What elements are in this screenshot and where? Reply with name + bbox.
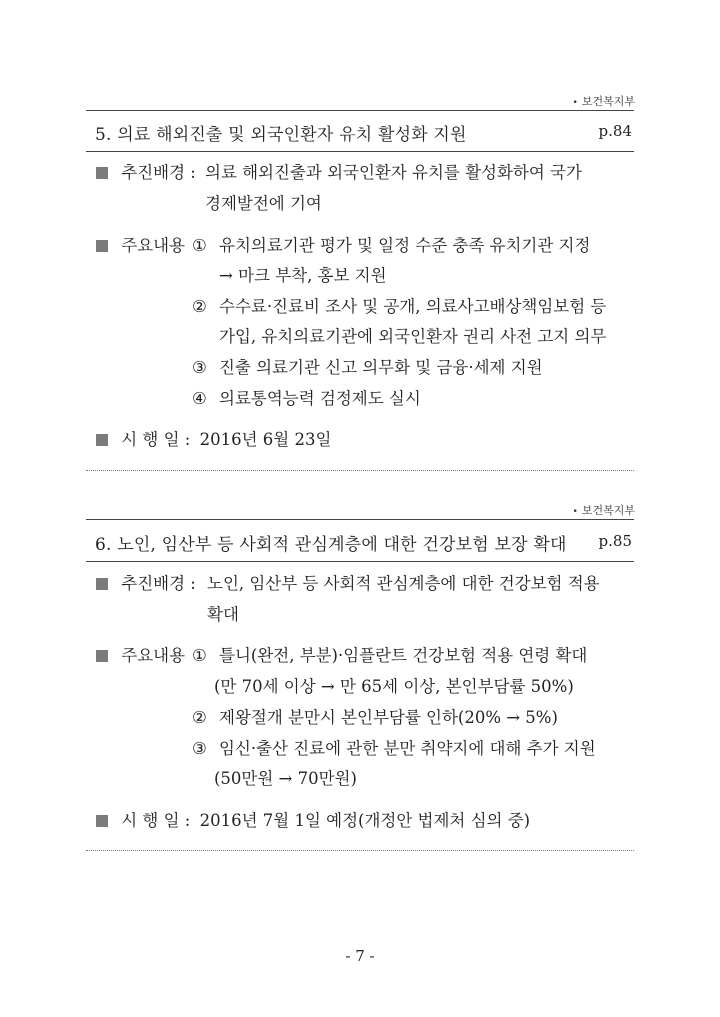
square-bullet-icon (96, 240, 108, 252)
item-number: ② (192, 297, 207, 316)
section-divider (86, 519, 634, 520)
effective-date: 2016년 7월 1일 예정(개정안 법제처 심의 중) (199, 811, 531, 830)
content-row (96, 235, 185, 257)
square-bullet-icon (96, 167, 108, 179)
square-bullet-icon (96, 815, 108, 827)
background-text: 의료 해외진출과 외국인환자 유치를 활성화하여 국가 (205, 163, 582, 182)
content-label: 주요내용 (121, 646, 186, 665)
item-number: ③ (192, 739, 207, 758)
item-number: ① (192, 646, 207, 665)
item-text: 유치의료기관 평가 및 일정 수준 충족 유치기관 지정 (219, 236, 591, 255)
effective-row (96, 429, 331, 451)
background-text: 확대 (207, 605, 239, 624)
section-title: 6. 노인, 임산부 등 사회적 관심계층에 대한 건강보험 보장 확대 (95, 535, 567, 555)
item-text: 수수료·진료비 조사 및 공개, 의료사고배상책임보험 등 (219, 297, 607, 316)
item-number: ④ (192, 389, 207, 408)
ministry-label: • 보건복지부 (572, 95, 635, 108)
item-text: → 마크 부착, 홍보 지원 (219, 266, 387, 285)
background-text: 경제발전에 기여 (205, 194, 322, 213)
item-number: ① (192, 236, 207, 255)
effective-label: 시 행 일 : (121, 811, 191, 830)
background-label: 추진배경 : (121, 163, 196, 182)
page-number: - 7 - (345, 947, 375, 965)
item-text: 가입, 유치의료기관에 외국인환자 권리 사전 고지 의무 (219, 327, 607, 346)
effective-date: 2016년 6월 23일 (199, 430, 332, 449)
item-text: (만 70세 이상 → 만 65세 이상, 본인부담률 50%) (214, 677, 574, 696)
item-text: 틀니(완전, 부분)·임플란트 건강보험 적용 연령 확대 (219, 646, 588, 665)
section-divider (86, 110, 634, 111)
background-row (96, 573, 196, 595)
square-bullet-icon (96, 650, 108, 662)
section-divider (86, 561, 634, 562)
effective-label: 시 행 일 : (121, 430, 191, 449)
section-end-divider (86, 850, 634, 851)
background-label: 추진배경 : (121, 574, 196, 593)
item-number: ③ (192, 358, 207, 377)
item-text: 의료통역능력 검정제도 실시 (219, 389, 421, 408)
page-reference: p.85 (598, 532, 632, 550)
section-end-divider (86, 470, 634, 471)
square-bullet-icon (96, 578, 108, 590)
item-text: 제왕절개 분만시 본인부담률 인하(20% → 5%) (219, 708, 558, 727)
content-label: 주요내용 (121, 236, 186, 255)
effective-row (96, 810, 530, 832)
content-row (96, 645, 185, 667)
ministry-label: • 보건복지부 (572, 504, 635, 517)
section-title: 5. 의료 해외진출 및 외국인환자 유치 활성화 지원 (95, 125, 467, 145)
page-reference: p.84 (598, 122, 632, 140)
section-divider (86, 151, 634, 152)
item-number: ② (192, 708, 207, 727)
item-text: (50만원 → 70만원) (214, 769, 357, 788)
background-row (96, 162, 196, 184)
item-text: 임신·출산 진료에 관한 분만 취약지에 대해 추가 지원 (219, 739, 596, 758)
item-text: 진출 의료기관 신고 의무화 및 금융·세제 지원 (219, 358, 543, 377)
square-bullet-icon (96, 434, 108, 446)
background-text: 노인, 임산부 등 사회적 관심계층에 대한 건강보험 적용 (207, 574, 600, 593)
